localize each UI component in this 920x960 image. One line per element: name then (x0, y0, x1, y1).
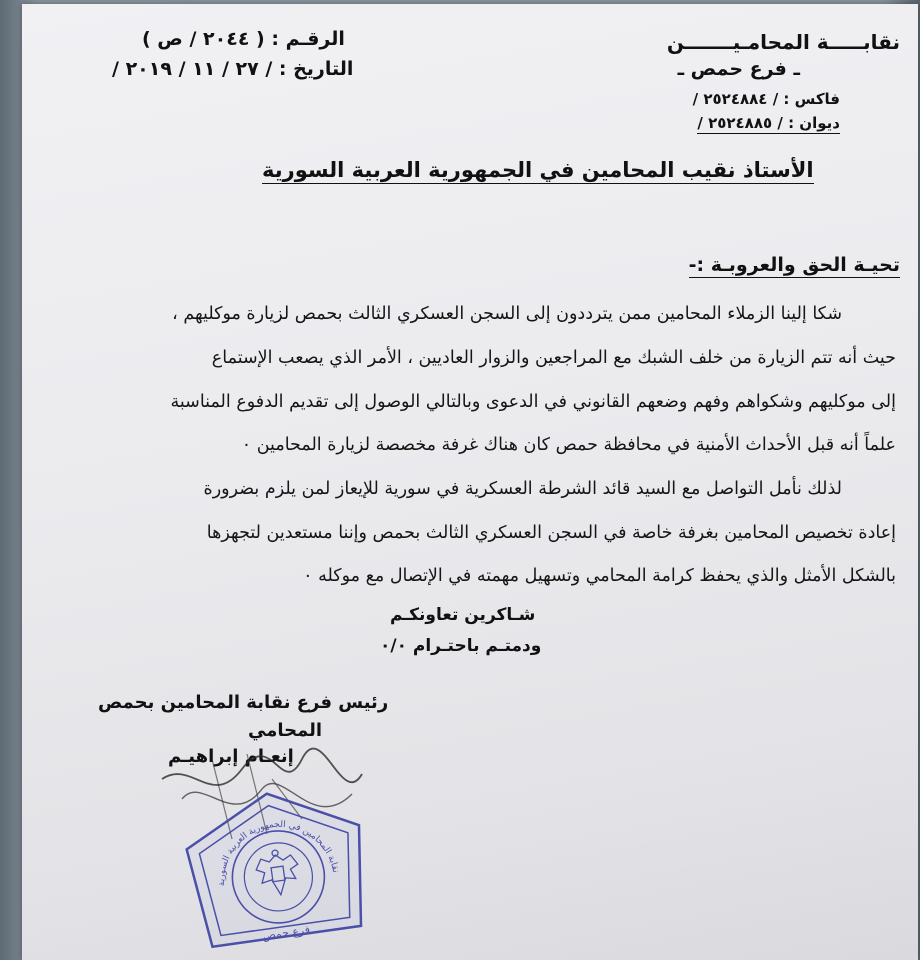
stamp-ring-text: نقابة المحامين في الجمهورية العربية السورية (217, 819, 341, 887)
fax-number: ٢٥٢٤٨٨٤ / (692, 90, 768, 108)
date-line (112, 58, 353, 80)
fax-label: فاكس : / (772, 90, 840, 108)
stamp-branch: فرع حمص (261, 923, 311, 943)
reference-label: الرقـم : (271, 28, 345, 50)
body-line: علماً أنه قبل الأحداث الأمنية في محافظة حمص كان هناك غرفة مخصصة لزيارة المحامين ٠ (241, 435, 896, 455)
fax-line (693, 90, 840, 108)
diwan-number: ٢٥٢٤٨٨٥ / (697, 114, 773, 132)
signatory-profession: المحامي (248, 720, 323, 741)
thanks-line: شـاكرين تعاونكـم (390, 605, 536, 625)
signatory-title: رئيس فرع نقابة المحامين بحمص (98, 692, 389, 713)
reference-line (142, 28, 345, 50)
body-line: إلى موكليهم وشكواهم وفهم وضعهم القانوني في الدعوى وبالتالي الوصول إلى تقديم الدفوع المناسبة (170, 392, 896, 412)
greeting: تحيـة الحق والعروبـة :- (688, 254, 900, 276)
body-line: إعادة تخصيص المحامين بغرفة خاصة في السجن العسكري الثالث بحمص وإننا مستعدين لتجهزها (206, 523, 896, 543)
official-stamp (172, 775, 382, 960)
closing-line: ودمتـم باحتـرام ٠/٠ (380, 636, 542, 656)
letter-page (22, 4, 918, 960)
reference-value: ( ٢٠٤٤ / ص ) (142, 28, 265, 50)
org-branch: ـ فرع حمص ـ (677, 58, 800, 80)
date-label: التاريخ : (278, 58, 354, 80)
body-line: شكا إلينا الزملاء المحامين ممن يترددون إلى السجن العسكري الثالث بحمص لزيارة موكليهم ، (172, 304, 842, 324)
body-line: بالشكل الأمثل والذي يحفظ كرامة المحامي وتسهيل مهمته في الإتصال مع موكله ٠ (303, 566, 896, 586)
date-value: / ٢٧ / ١١ / ٢٠١٩ / (112, 58, 273, 80)
body-line: لذلك نأمل التواصل مع السيد قائد الشرطة العسكرية في سورية للإيعاز لمن يلزم بضرورة (203, 479, 842, 499)
diwan-line (697, 114, 840, 134)
diwan-label: ديوان : / (777, 114, 840, 132)
body-line: حيث أنه تتم الزيارة من خلف الشبك مع المراجعين والزوار العاديين ، الأمر الذي يصعب الإستماع (211, 348, 896, 368)
signatory-name: إنعـام إبراهيـم (168, 746, 294, 767)
recipient-title: الأستاذ نقيب المحامين في الجمهورية العربية السورية (262, 158, 814, 182)
org-name: نقابـــــة المحامـيـــــــن (666, 30, 900, 54)
